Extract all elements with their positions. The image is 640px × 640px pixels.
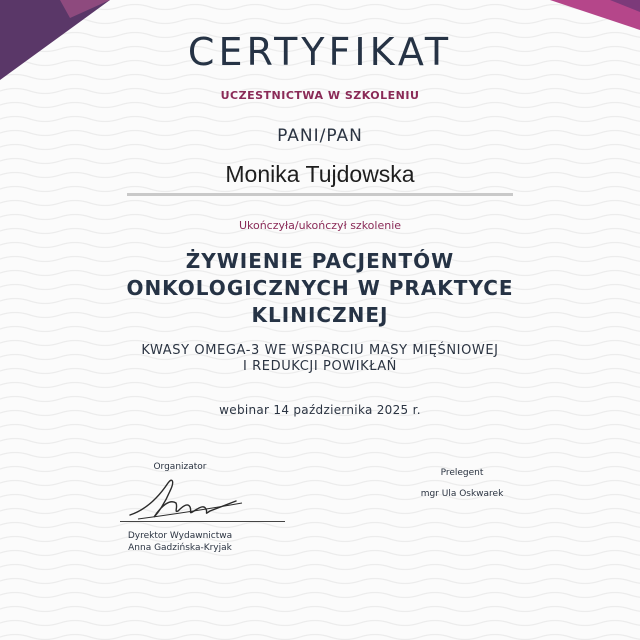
course-title-line: KLINICZNEJ: [251, 303, 389, 327]
course-subtitle-line: I REDUKCJI POWIKŁAŃ: [242, 359, 398, 374]
speaker-label: Prelegent: [440, 468, 484, 478]
signature-line: [120, 521, 285, 522]
course-title-line: ŻYWIENIE PACJENTÓW: [185, 249, 455, 273]
organizer-role: Dyrektor Wydawnictwa: [127, 531, 233, 541]
certificate-title: CERTYFIKAT: [187, 30, 453, 74]
participant-name: Monika Tujdowska: [225, 161, 415, 187]
course-title-line: ONKOLOGICZNYCH W PRAKTYCE: [126, 276, 514, 300]
event-date: webinar 14 października 2025 r.: [219, 403, 421, 417]
organizer-signature: [118, 475, 248, 525]
organizer-name: Anna Gadzińska-Kryjak: [128, 543, 232, 553]
speaker-name: mgr Ula Oskwarek: [420, 489, 504, 499]
salutation: PANI/PAN: [277, 126, 363, 146]
corner-decoration-top-right: [530, 0, 640, 30]
certificate-subtitle: UCZESTNICTWA W SZKOLENIU: [220, 89, 420, 102]
completed-text: Ukończyła/ukończył szkolenie: [238, 219, 402, 232]
course-subtitle: [0, 343, 640, 375]
course-subtitle-line: KWASY OMEGA-3 WE WSPARCIU MASY MIĘŚNIOWEJ: [141, 343, 499, 358]
course-title: [0, 248, 640, 329]
organizer-label: Organizator: [153, 462, 207, 472]
name-underline: [127, 193, 513, 196]
